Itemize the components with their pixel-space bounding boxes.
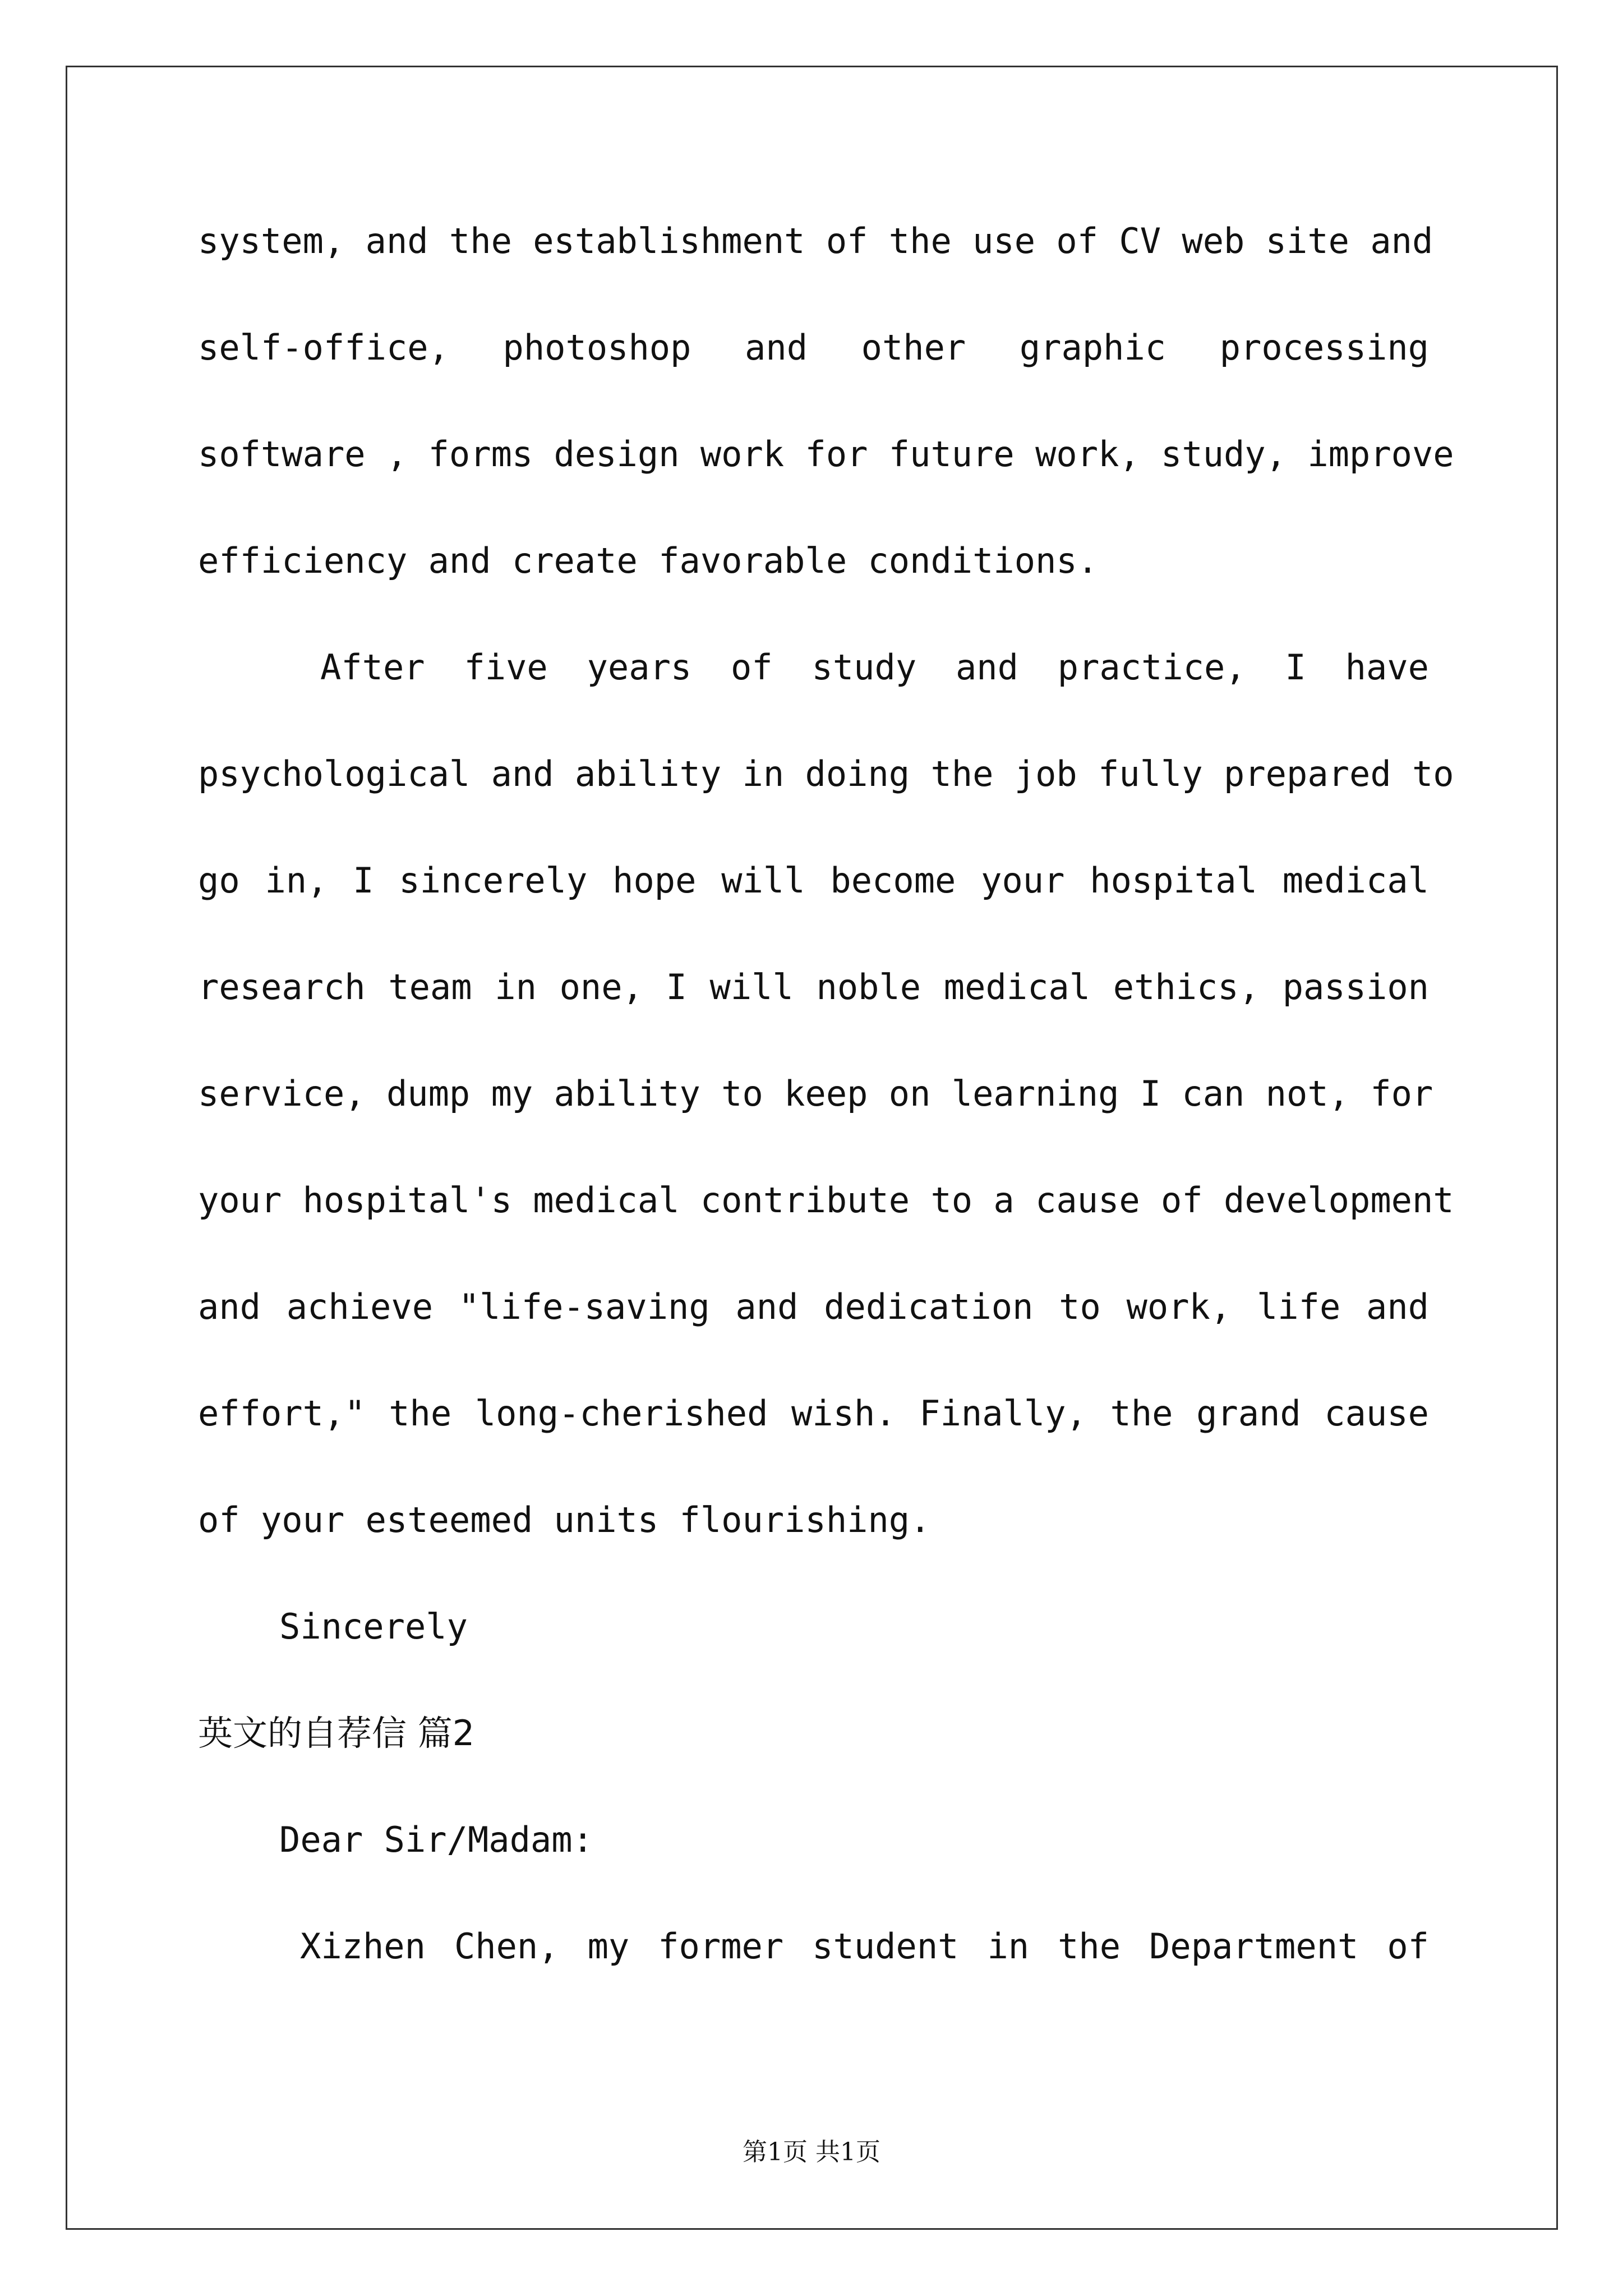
closing-salutation: Sincerely bbox=[279, 1606, 468, 1647]
text-line: of your esteemed units flourishing. bbox=[198, 1499, 931, 1540]
paragraph-start-line: After five years of study and practice, I have bbox=[320, 647, 1429, 688]
text-line: effort," the long-cherished wish. Finally, the grand cause bbox=[198, 1393, 1429, 1434]
text-line: self-office, photoshop and other graphic processing bbox=[198, 327, 1429, 368]
text-line: software , forms design work for future work, study, improve bbox=[198, 434, 1454, 475]
text-line: research team in one, I will noble medical ethics, passion bbox=[198, 967, 1429, 1007]
text-line: go in, I sincerely hope will become your hospital medical bbox=[198, 860, 1429, 901]
page-border bbox=[66, 66, 1558, 2230]
text-line: and achieve "life-saving and dedication to work, life and bbox=[198, 1286, 1429, 1327]
paragraph-start-line: Xizhen Chen, my former student in the Department of bbox=[300, 1926, 1429, 1967]
text-line: your hospital's medical contribute to a cause of development bbox=[198, 1180, 1454, 1221]
greeting-line: Dear Sir/Madam: bbox=[279, 1819, 593, 1860]
text-line: service, dump my ability to keep on learning I can not, for bbox=[198, 1073, 1433, 1114]
section-heading: 英文的自荐信 篇2 bbox=[198, 1713, 475, 1754]
page-footer: 第1页 共1页 bbox=[743, 2138, 880, 2166]
text-line: psychological and ability in doing the job fully prepared to bbox=[198, 753, 1454, 794]
text-line: efficiency and create favorable conditions. bbox=[198, 540, 1099, 581]
text-line: system, and the establishment of the use of CV web site and bbox=[198, 220, 1433, 261]
